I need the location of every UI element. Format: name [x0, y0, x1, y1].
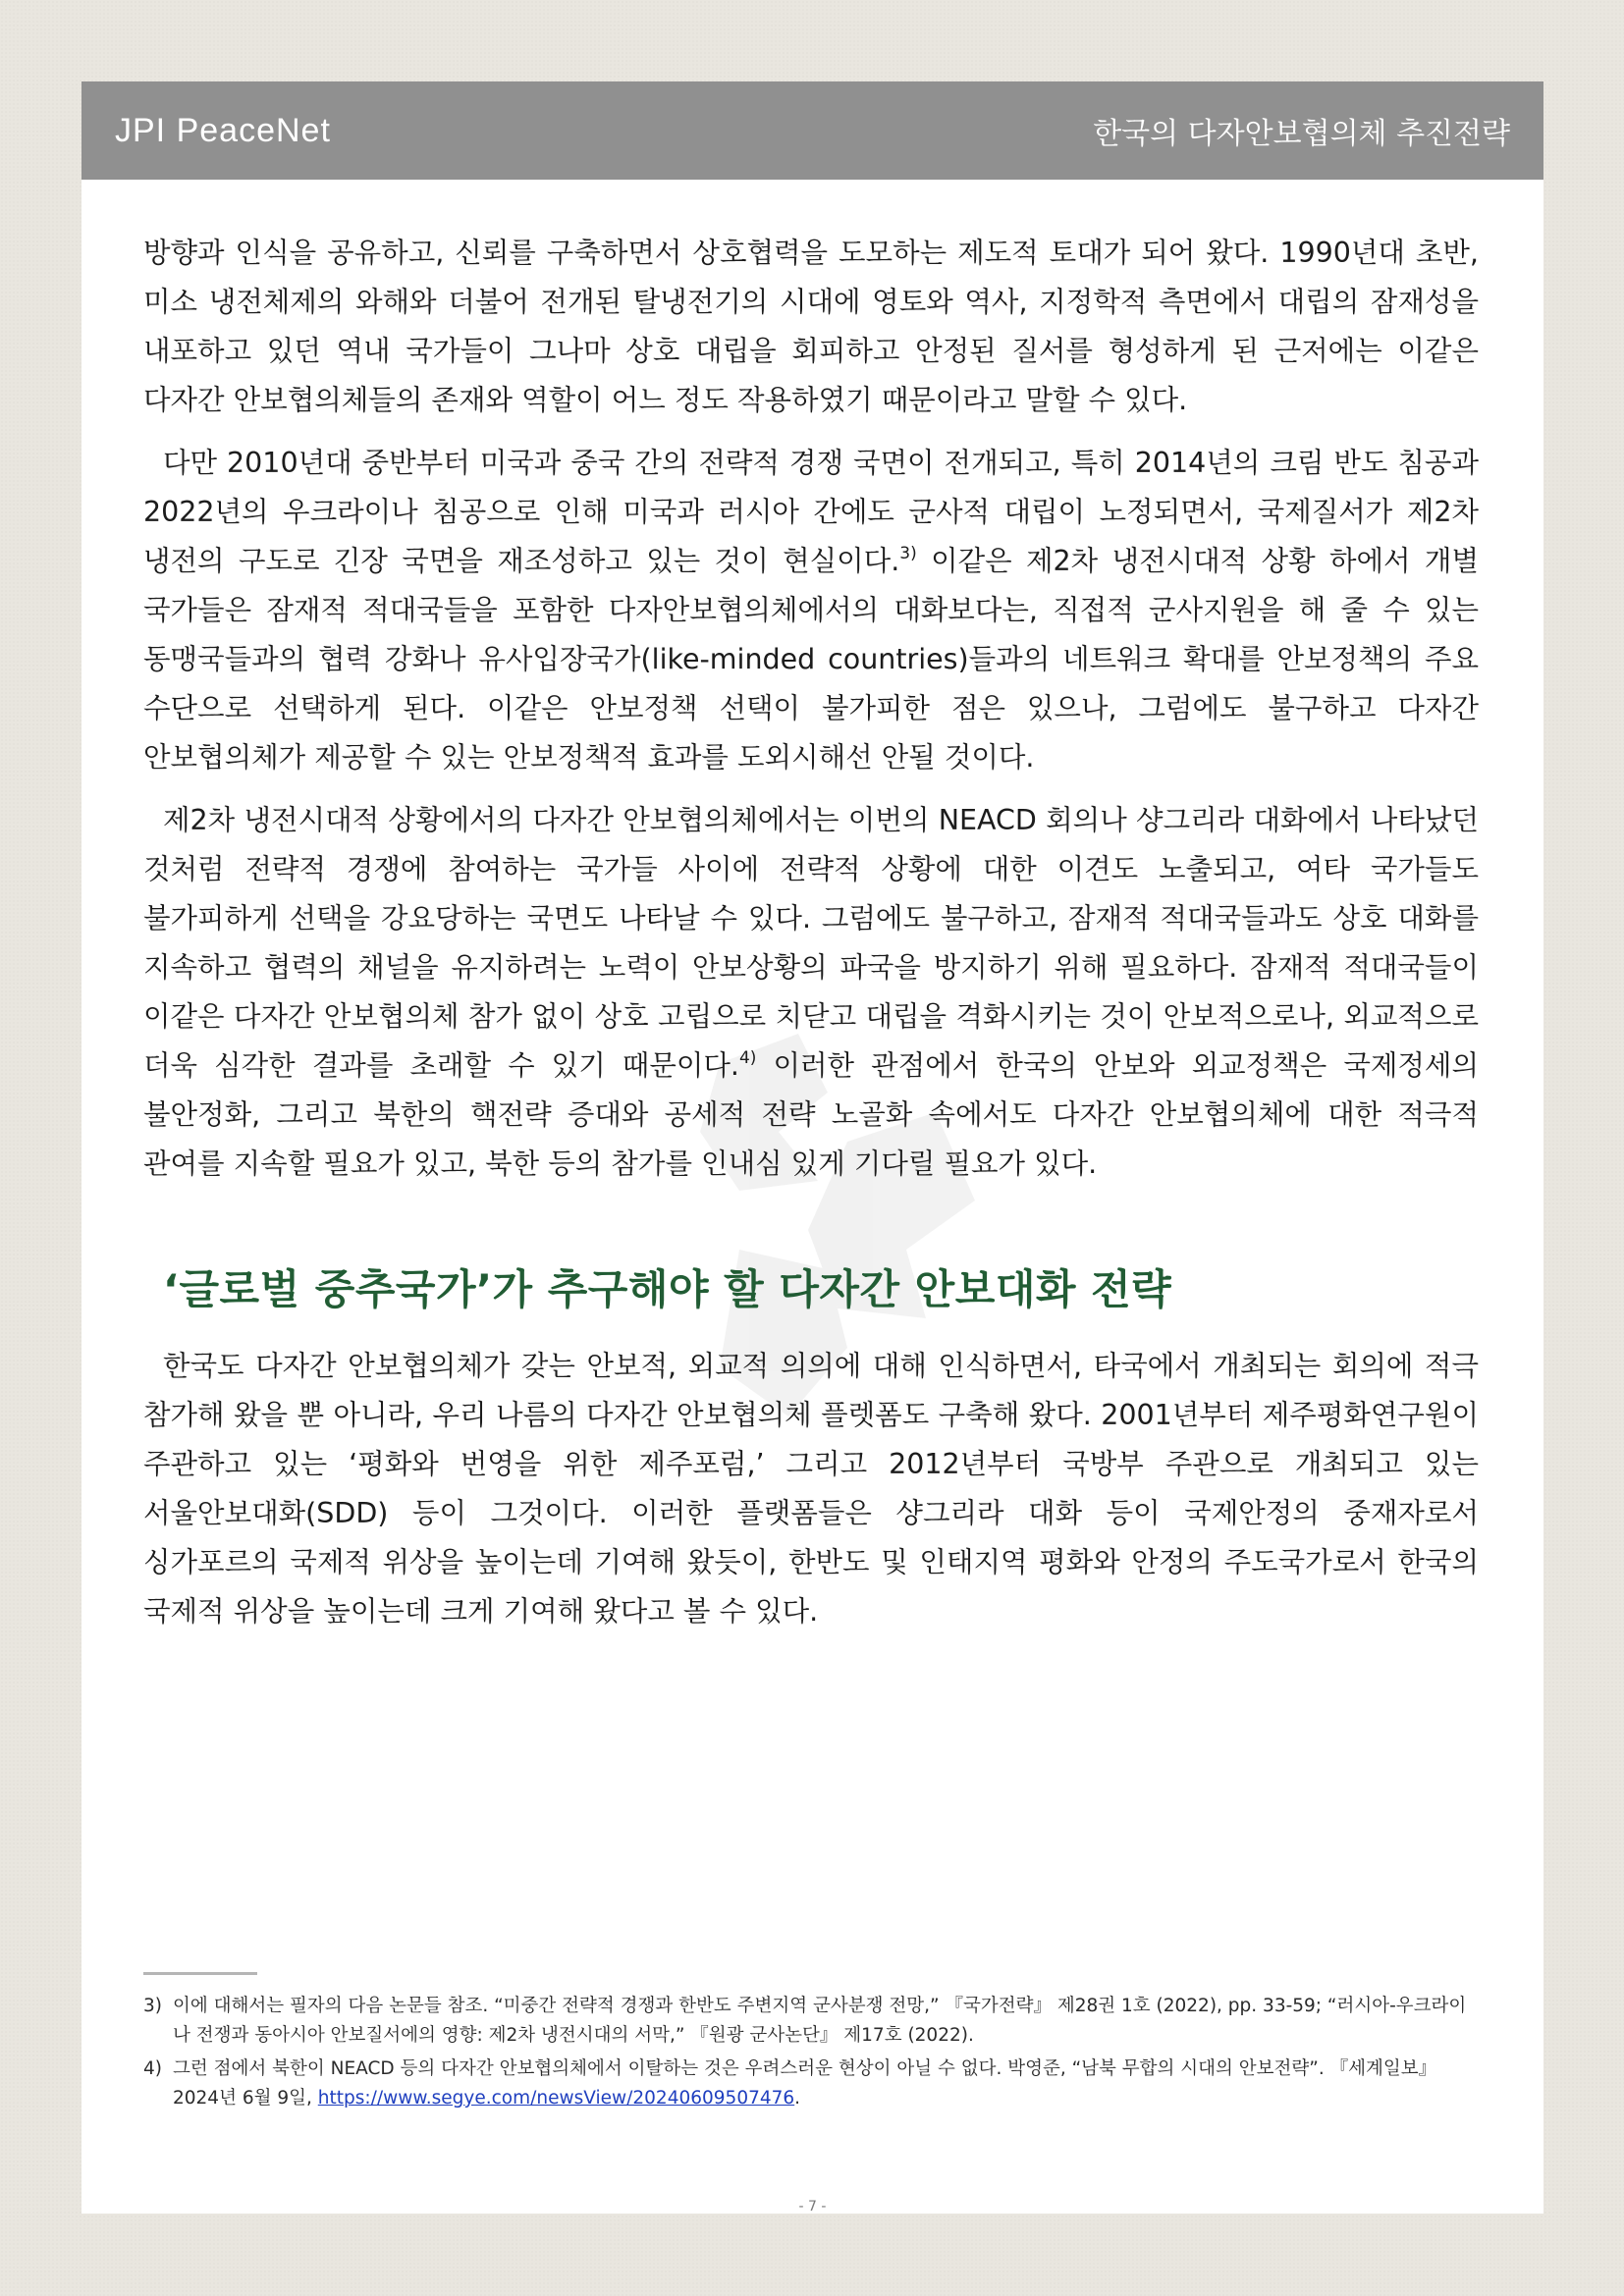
footnote-3-number: 3) [143, 1996, 162, 2016]
footnote-4-body [173, 2055, 1479, 2113]
paragraph-3-part-b: 이러한 관점에서 한국의 안보와 외교정책은 국제정세의 불안정화, 그리고 북한의 핵전략 증대와 공세적 전략 노골화 속에서도 다자간 안보협의체에 대한 적극적 관여를 지속할 필요가 있고, 북한 등의 참가를 인내심 있게 기다릴 필요가 있다. [143, 1049, 1479, 1180]
footnote-4-text: 그런 점에서 북한이 NEACD 등의 다자간 안보협의체에서 이탈하는 것은 우려스러운 현상이 아닐 수 없다. 박영준, “남북 무합의 시대의 안보전략”. 『세계일보』 2024년 6월 9일, [173, 2058, 1437, 2109]
paragraph-3 [143, 796, 1479, 1189]
publication-name: JPI PeaceNet [115, 111, 331, 149]
page-number: - 7 - [798, 2199, 827, 2215]
footnote-4 [143, 2055, 1479, 2113]
footnotes [143, 1992, 1479, 2117]
document-title: 한국의 다자안보협의체 추진전략 [1093, 117, 1510, 151]
paragraph-1: 방향과 인식을 공유하고, 신뢰를 구축하면서 상호협력을 도모하는 제도적 토대가 되어 왔다. 1990년대 초반, 미소 냉전체제의 와해와 더불어 전개된 탈냉전기의 시대에 영토와 역사, 지정학적 측면에서 대립의 잠재성을 내포하고 있던 역내 국가들이 그나마 상호 대립을 회피하고 안정된 질서를 형성하게 된 근저에는 이같은 다자간 안보협의체들의 존재와 역할이 어느 정도 작용하였기 때문이라고 말할 수 있다. [143, 237, 1479, 416]
footnote-ref-4[interactable]: 4) [738, 1048, 757, 1068]
paragraph-2-part-b: 이같은 제2차 냉전시대적 상황 하에서 개별 국가들은 잠재적 적대국들을 포함한 다자안보협의체에서의 대화보다는, 직접적 군사지원을 해 줄 수 있는 동맹국들과의 협력 강화나 유사입장국가(like-minded countries)들과의 네트워크 확대를 안보정책의 주요 수단으로 선택하게 된다. 이같은 안보정책 선택이 불가피한 점은 있으나, 그럼에도 불구하고 다자간 안보협의체가 제공할 수 있는 안보정책적 효과를 도외시해선 안될 것이다. [143, 545, 1479, 774]
paragraph-2-part-a: 다만 2010년대 중반부터 미국과 중국 간의 전략적 경쟁 국면이 전개되고, 특히 2014년의 크림 반도 침공과 2022년의 우크라이나 침공으로 인해 미국과 러시아 간에도 군사적 대립이 노정되면서, 국제질서가 제2차 냉전의 구도로 긴장 국면을 재조성하고 있는 것이 현실이다. [143, 447, 1479, 577]
document-page [81, 81, 1543, 2214]
footnote-3-text: 이에 대해서는 필자의 다음 논문들 참조. “미중간 전략적 경쟁과 한반도 주변지역 군사분쟁 전망,” 『국가전략』 제28권 1호 (2022), pp. 33-59; “러시아-우크라이나 전쟁과 동아시아 안보질서에의 영향: 제2차 냉전시대의 서막,” 『원광 군사논단』 제17호 (2022). [173, 1996, 1467, 2046]
page-header [81, 81, 1543, 180]
footnote-4-link[interactable]: https://www.segye.com/newsView/20240609507476 [317, 2088, 795, 2109]
footnote-3 [143, 1992, 1479, 2051]
section-heading: ‘글로벌 중추국가’가 추구해야 할 다자간 안보대화 전략 [163, 1265, 1172, 1313]
body-content [143, 229, 1479, 1636]
footnote-4-number: 4) [143, 2058, 162, 2079]
footnote-4-end: . [794, 2088, 801, 2109]
paragraph-3-part-a: 제2차 냉전시대적 상황에서의 다자간 안보협의체에서는 이번의 NEACD 회의나 샹그리라 대화에서 나타났던 것처럼 전략적 경쟁에 참여하는 국가들 사이에 전략적 상황에 대한 이견도 노출되고, 여타 국가들도 불가피하게 선택을 강요당하는 국면도 나타날 수 있다. 그럼에도 불구하고, 잠재적 적대국들과도 상호 대화를 지속하고 협력의 채널을 유지하려는 노력이 안보상황의 파국을 방지하기 위해 필요하다. 잠재적 적대국들이 이같은 다자간 안보협의체 참가 없이 상호 고립으로 치닫고 대립을 격화시키는 것이 안보적으로나, 외교적으로 더욱 심각한 결과를 초래할 수 있기 때문이다. [143, 804, 1479, 1082]
footnote-ref-3[interactable]: 3) [899, 544, 917, 563]
footnote-divider [143, 1972, 257, 1975]
paragraph-4: 한국도 다자간 안보협의체가 갖는 안보적, 외교적 의의에 대해 인식하면서, 타국에서 개최되는 회의에 적극 참가해 왔을 뿐 아니라, 우리 나름의 다자간 안보협의체 플렛폼도 구축해 왔다. 2001년부터 제주평화연구원이 주관하고 있는 ‘평화와 번영을 위한 제주포럼,’ 그리고 2012년부터 국방부 주관으로 개최되고 있는 서울안보대화(SDD) 등이 그것이다. 이러한 플랫폼들은 샹그리라 대화 등이 국제안정의 중재자로서 싱가포르의 국제적 위상을 높이는데 기여해 왔듯이, 한반도 및 인태지역 평화와 안정의 주도국가로서 한국의 국제적 위상을 높이는데 크게 기여해 왔다고 볼 수 있다. [143, 1350, 1479, 1628]
paragraph-2 [143, 439, 1479, 782]
